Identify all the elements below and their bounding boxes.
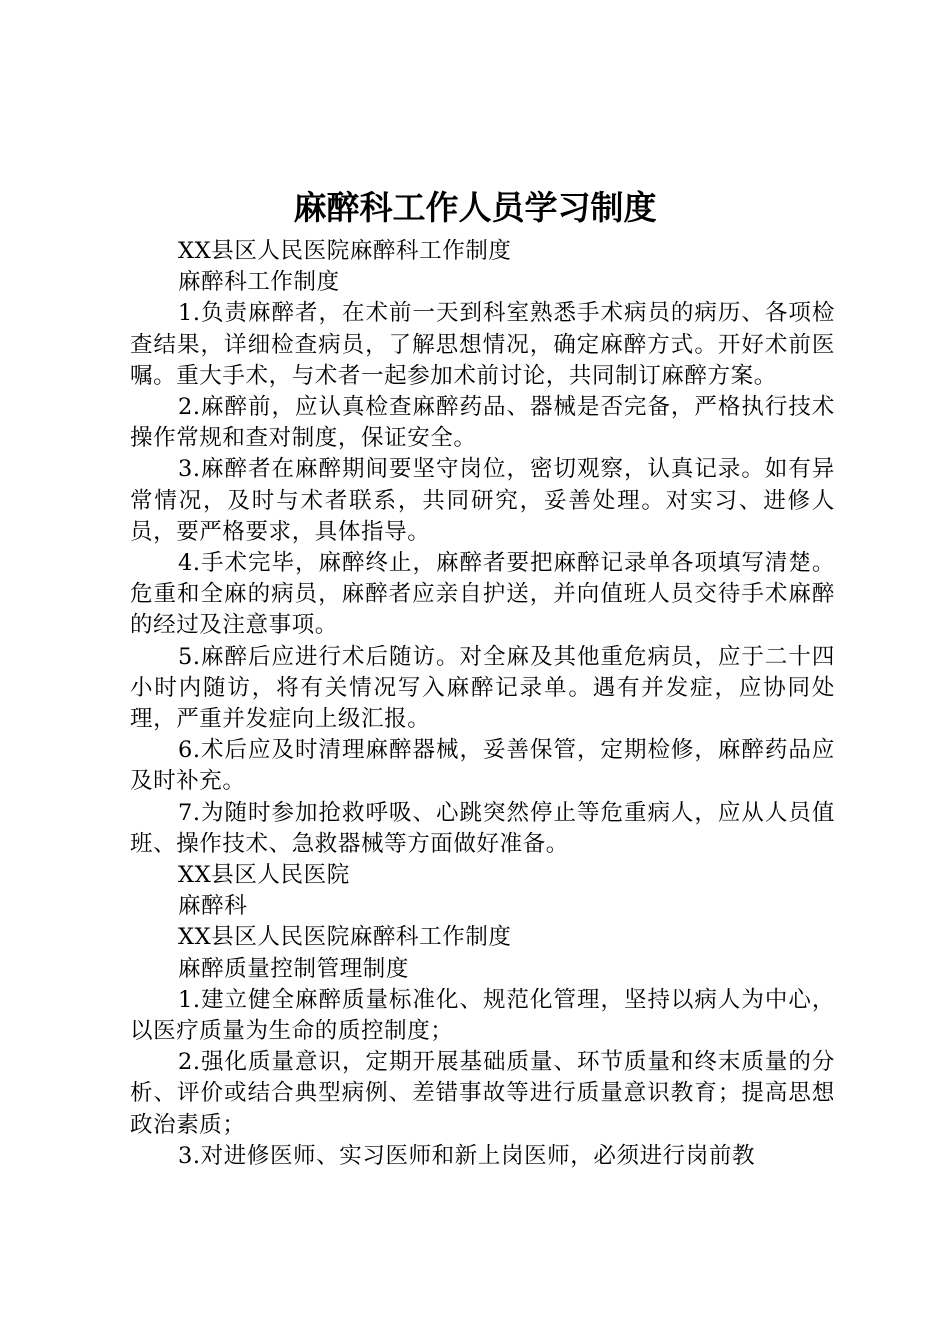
paragraph-qc-rule-3: 3.对进修医师、实习医师和新上岗医师，必须进行岗前教 (178, 1142, 756, 1169)
paragraph-rule-6: 6.术后应及时清理麻醉器械，妥善保管，定期检修，麻醉药品应及时补充。 (130, 737, 835, 795)
paragraph-signature-department: 麻醉科 (178, 893, 248, 920)
paragraph-rule-5: 5.麻醉后应进行术后随访。对全麻及其他重危病员，应于二十四小时内随访，将有关情况写入麻醉记录单。遇有并发症，应协同处理，严重并发症向上级汇报。 (130, 643, 835, 733)
paragraph-qc-rule-1: 1.建立健全麻醉质量标准化、规范化管理，坚持以病人为中心，以医疗质量为生命的质控制度； (130, 986, 835, 1045)
paragraph-hospital-dept-system-heading-2: XX县区人民医院麻醉科工作制度 (178, 924, 512, 951)
paragraph-hospital-dept-system-heading: XX县区人民医院麻醉科工作制度 (178, 238, 512, 264)
paragraph-rule-7: 7.为随时参加抢救呼吸、心跳突然停止等危重病人，应从人员值班、操作技术、急救器械等方面做好准备。 (130, 799, 835, 857)
paragraph-rule-2: 2.麻醉前，应认真检查麻醉药品、器械是否完备，严格执行技术操作常规和查对制度，保证安全。 (130, 394, 835, 452)
paragraph-anesthesia-work-system-heading: 麻醉科工作制度 (178, 269, 340, 296)
paragraph-quality-control-heading: 麻醉质量控制管理制度 (178, 955, 410, 982)
paragraph-signature-hospital: XX县区人民医院 (178, 862, 350, 889)
document-body (130, 236, 835, 1172)
paragraph-qc-rule-2: 2.强化质量意识，定期开展基础质量、环节质量和终末质量的分析、评价或结合典型病例、差错事故等进行质量意识教育；提高思想政治素质； (130, 1049, 835, 1138)
paragraph-rule-3: 3.麻醉者在麻醉期间要坚守岗位，密切观察，认真记录。如有异常情况，及时与术者联系，共同研究，妥善处理。对实习、进修人员，要严格要求，具体指导。 (130, 456, 835, 545)
paragraph-rule-1: 1.负责麻醉者，在术前一天到科室熟悉手术病员的病历、各项检查结果，详细检查病员，了解思想情况，确定麻醉方式。开好术前医嘱。重大手术，与术者一起参加术前讨论，共同制订麻醉方案。 (130, 300, 835, 389)
paragraph-rule-4: 4.手术完毕，麻醉终止，麻醉者要把麻醉记录单各项填写清楚。危重和全麻的病员，麻醉者应亲自护送，并向值班人员交待手术麻醉的经过及注意事项。 (130, 550, 835, 639)
document-title: 麻醉科工作人员学习制度 (293, 188, 657, 227)
